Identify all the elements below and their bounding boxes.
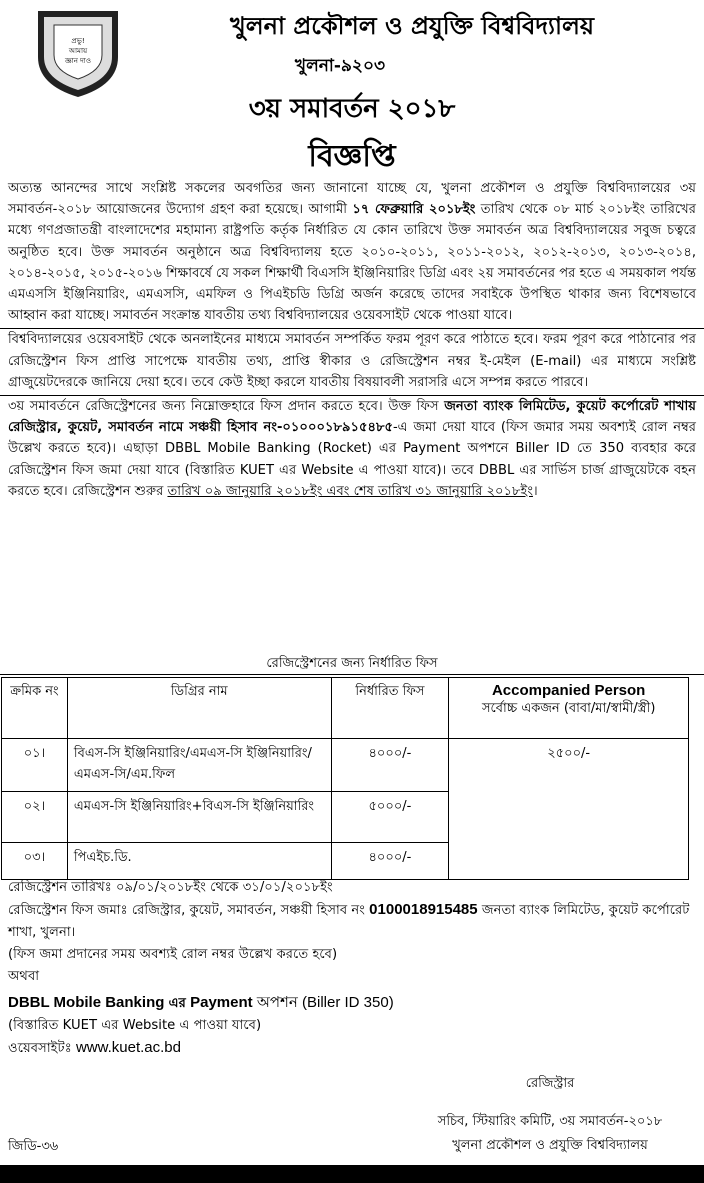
signature-line-2: সচিব, স্টিয়ারিং কমিটি, ৩য় সমাবর্তন-২০১৮ (437, 1114, 663, 1129)
registration-deposit: রেজিস্ট্রেশন ফিস জমাঃ রেজিস্ট্রার, কুয়েট, সমাবর্তন, সঞ্চয়ী হিসাব নং 0100018915485 জনতা ব্যাংক লিমিটেড, কুয়েট কর্পোরেট শাখা, খুলনা। (8, 901, 690, 940)
divider (0, 674, 704, 675)
col-degree: ডিগ্রির নাম (67, 678, 331, 739)
accompanied-fee-cell: ২৫০০/- (449, 739, 689, 880)
university-name: খুলনা প্রকৌশল ও প্রযুক্তি বিশ্ববিদ্যালয় (230, 12, 594, 40)
accompanied-subtitle: সর্বোচ্চ একজন (বাবা/মা/স্বামী/স্ত্রী) (481, 701, 656, 716)
registration-date: রেজিস্ট্রেশন তারিখঃ ০৯/০১/২০১৮ইং থেকে ৩১/০১/২০১৮ইং (8, 880, 333, 895)
serial-cell: ০২। (2, 792, 68, 843)
account-number: 0100018915485 (369, 901, 478, 918)
dbbl-line: DBBL Mobile Banking এর Payment অপশন (Biller ID 350) (8, 994, 394, 1011)
degree-cell: এমএস-সি ইঞ্জিনিয়ারিং+বিএস-সি ইঞ্জিনিয়ারিং (67, 792, 331, 843)
logo-text-3: জ্ঞান দাও (65, 57, 91, 65)
serial-cell: ০১। (2, 739, 68, 792)
serial-cell: ০৩। (2, 843, 68, 880)
registration-info (8, 877, 696, 1060)
notice-heading: বিজ্ঞপ্তি (308, 139, 396, 174)
notice-body (8, 178, 696, 502)
col-serial: ক্রমিক নং (2, 678, 68, 739)
fee-table-caption: রেজিস্ট্রেশনের জন্য নির্ধারিত ফিস (266, 656, 438, 671)
website-line: ওয়েবসাইটঃ www.kuet.ac.bd (8, 1039, 181, 1056)
fee-cell: ৪০০০/- (331, 739, 449, 792)
fee-cell: ৪০০০/- (331, 843, 449, 880)
paragraph-1: অত্যন্ত আনন্দের সাথে সংশ্লিষ্ট সকলের অবগতির জন্য জানানো যাচ্ছে যে, খুলনা প্রকৌশল ও প্রযুক্তি বিশ্ববিদ্যালয়ের ৩য় সমাবর্তন-২০১৮ আয়োজনের উদ্যোগ গ্রহণ করা হয়েছে। আগামী ১৭ ফেব্রুয়ারি ২০১৮ইং তারিখ থেকে ০৮ মার্চ ২০১৮ইং তারিখের মধ্যে গণপ্রজাতন্ত্রী বাংলাদেশের মহামান্য রাষ্ট্রপতি কর্তৃক নির্ধারিত যে কোন তারিখে উক্ত সমাবর্তন অত্র বিশ্ববিদ্যালয়ের সবুজ চত্বরে অনুষ্ঠিত হবে। উক্ত সমাবর্তন অনুষ্ঠানে অত্র বিশ্ববিদ্যালয় হতে ২০১০-২০১১, ২০১১-২০১২, ২০১২-২০১৩, ২০১৩-২০১৪, ২০১৪-২০১৫, ২০১৫-২০১৬ শিক্ষাবর্ষে যে সকল শিক্ষার্থী বিএসসি ইঞ্জিনিয়ারিং ডিগ্রি এবং ২য় সমাবর্তনের পর হতে এ সময়কাল পর্যন্ত এমএসসি ইঞ্জিনিয়ারিং, এমএসসি, এমফিল ও পিএইচডি ডিগ্রি অর্জন করেছে তাদের সবাইকে উপস্থিত থাকার জন্য বিশেষভাবে আহ্বান করা যাচ্ছে। সমাবর্তন সংক্রান্ত যাবতীয় তথ্য বিশ্ববিদ্যালয়ের ওয়েবসাইট থেকে পাওয়া যাবে। (8, 181, 696, 324)
col-accompanied (449, 678, 689, 739)
gd-number: জিডি-৩৬ (8, 1139, 59, 1154)
fee-table (1, 677, 689, 880)
signature-line-3: খুলনা প্রকৌশল ও প্রযুক্তি বিশ্ববিদ্যালয় (452, 1138, 648, 1153)
website-link[interactable]: www.kuet.ac.bd (75, 1039, 181, 1056)
paragraph-3: ৩য় সমাবর্তনে রেজিস্ট্রেশনের জন্য নিম্নোক্তহারে ফিস প্রদান করতে হবে। উক্ত ফিস জনতা ব্যাংক লিমিটেড, কুয়েট কর্পোরেট শাখায় রেজিস্ট্রার, কুয়েট, সমাবর্তন নামে সঞ্চয়ী হিসাব নং-০১০০০১৮৯১৫৪৮৫-এ জমা দেয়া যাবে (ফিস জমার সময় অবশ্যই রোল নম্বর উল্লেখ করতে হবে)। এছাড়া DBBL Mobile Banking (Rocket) এর Payment অপশনে Biller ID তে 350 ব্যবহার করে রেজিস্ট্রেশন ফিস জমা দেয়া যাবে (বিস্তারিত KUET এর Website এ পাওয়া যাবে)। তবে DBBL এর সার্ভিস চার্জ গ্রাজুয়েটকে বহন করতে হবে। রেজিস্ট্রেশন শুরুর তারিখ ০৯ জানুয়ারি ২০১৮ইং এবং শেষ তারিখ ৩১ জানুয়ারি ২০১৮ইং। (8, 399, 696, 499)
col-fee: নির্ধারিত ফিস (331, 678, 449, 739)
accompanied-title: Accompanied Person (491, 682, 646, 699)
details-note: (বিস্তারিত KUET এর Website এ পাওয়া যাবে) (8, 1018, 262, 1033)
fee-cell: ৫০০০/- (331, 792, 449, 843)
convocation-title: ৩য় সমাবর্তন ২০১৮ (248, 94, 456, 124)
degree-cell: বিএস-সি ইঞ্জিনিয়ারিং/এমএস-সি ইঞ্জিনিয়ারিং/এমএস-সি/এম.ফিল (67, 739, 331, 792)
table-row (2, 739, 689, 792)
table-header-row (2, 678, 689, 739)
bottom-border (0, 1165, 704, 1183)
or-label: অথবা (8, 969, 40, 984)
logo-text-1: প্রভু! (71, 37, 85, 45)
signature-title: রেজিস্ট্রার (525, 1076, 575, 1091)
degree-cell: পিএইচ.ডি. (67, 843, 331, 880)
paragraph-2: বিশ্ববিদ্যালয়ের ওয়েবসাইট থেকে অনলাইনের মাধ্যমে সমাবর্তন সম্পর্কিত ফরম পূরণ করে পাঠাতে হবে। ফরম পূরণ করে পাঠানোর পর রেজিস্ট্রেশন ফিস প্রাপ্তি সাপেক্ষে যাবতীয় তথ্য, প্রাপ্তি স্বীকার ও রেজিস্ট্রেশন নম্বর ই-মেইল (E-mail) এর মাধ্যমে সংশ্লিষ্ট গ্রাজুয়েটদেরকে জানিয়ে দেয়া হবে। তবে কেউ ইচ্ছা করলে যাবতীয় বিষয়াবলী সরাসরি এসে সম্পন্ন করতে পারবে। (8, 332, 696, 390)
signature-block (420, 1072, 680, 1158)
registration-note: (ফিস জমা প্রদানের সময় অবশ্যই রোল নম্বর উল্লেখ করতে হবে) (8, 947, 338, 962)
university-seal-icon (30, 5, 126, 101)
logo-text-2: আমায় (68, 47, 88, 55)
address: খুলনা-৯২০৩ (294, 56, 386, 76)
